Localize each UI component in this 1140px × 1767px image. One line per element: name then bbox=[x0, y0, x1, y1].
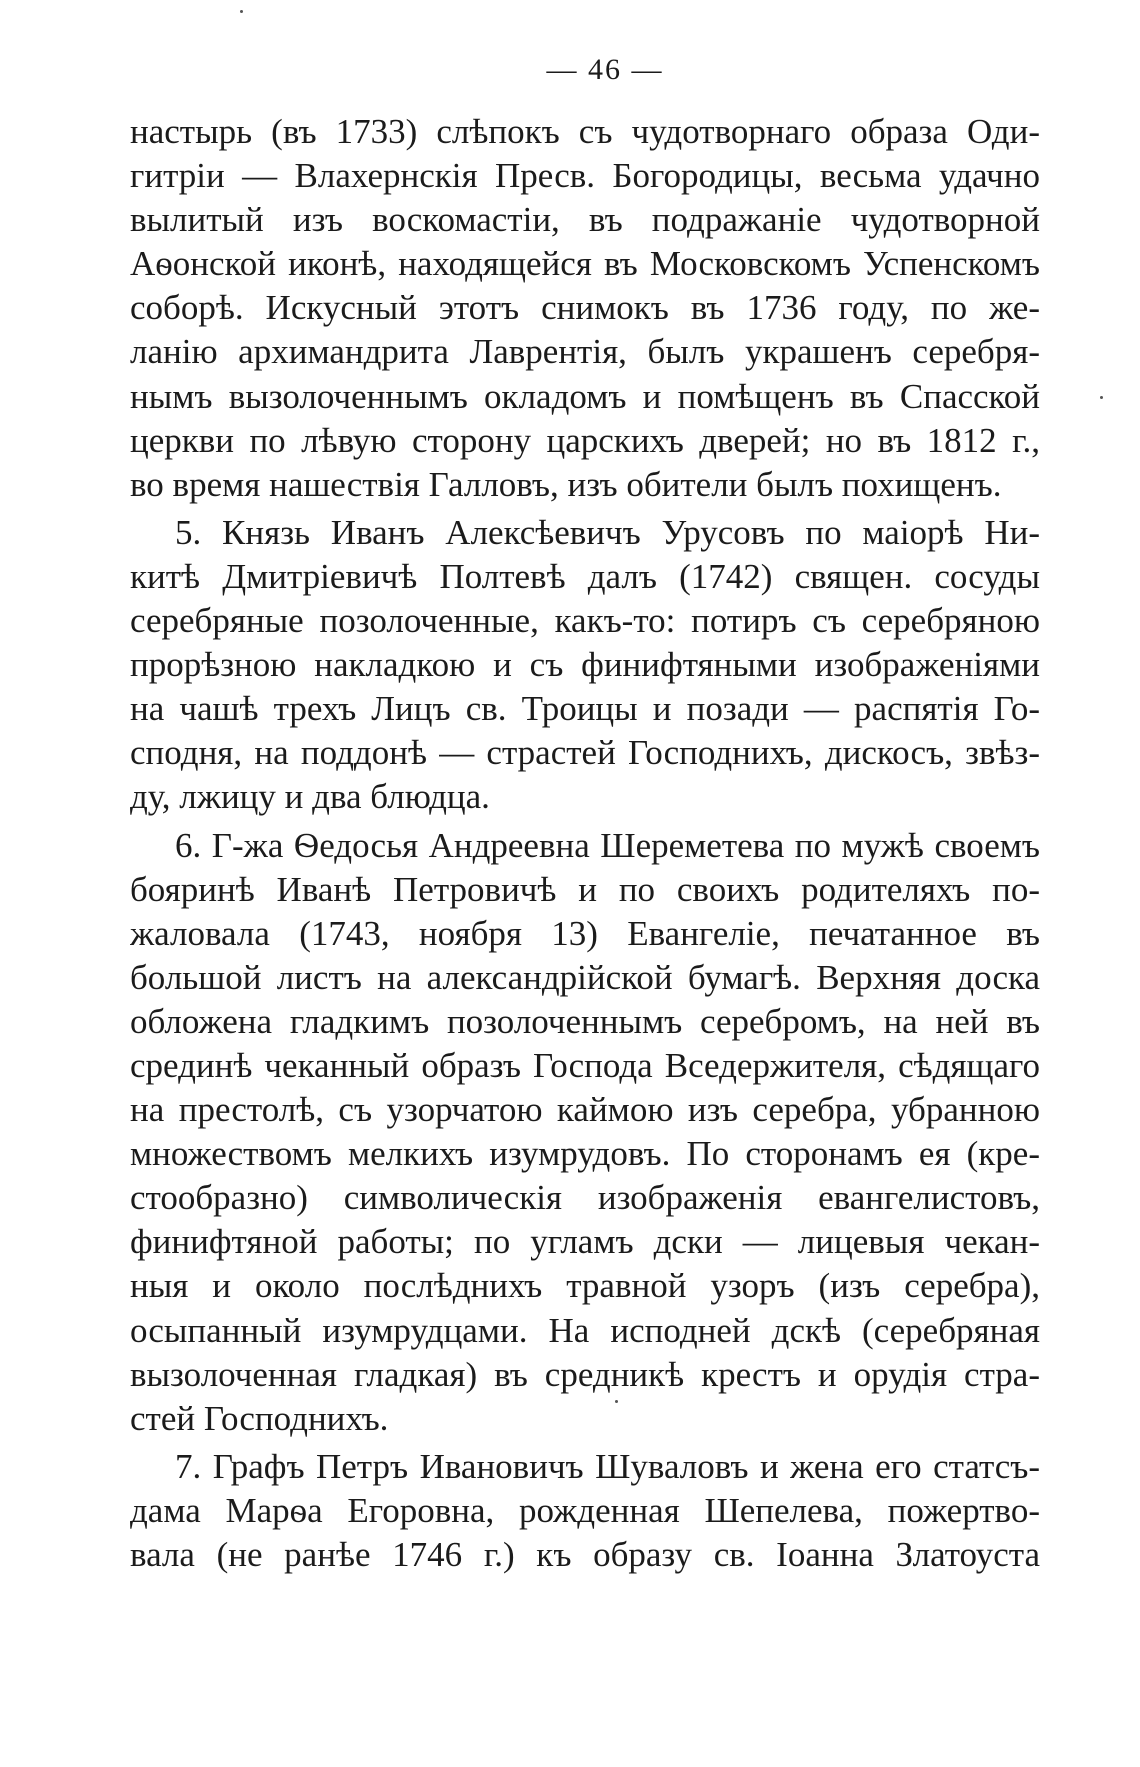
text-line: вызолоченная гладкая) въ средникѣ крестъ и орудія стра- bbox=[130, 1354, 1040, 1394]
text-line: осыпанный изумрудцами. На исподней дскѣ (серебряная bbox=[130, 1310, 1040, 1350]
text-line: 5. Князь Иванъ Алексѣевичъ Урусовъ по маіорѣ Ни- bbox=[175, 512, 1040, 552]
text-line: сподня, на поддонѣ — страстей Господнихъ, дискосъ, звѣз- bbox=[130, 733, 1040, 773]
print-speck bbox=[615, 1400, 618, 1403]
text-line: серебряные позолоченные, какъ-то: потиръ съ серебряною bbox=[130, 601, 1040, 641]
text-line: дама Марѳа Егоровна, рожденная Шепелева, пожертво- bbox=[130, 1490, 1040, 1530]
text-line: 6. Г-жа Ѳедосья Андреевна Шереметева по мужѣ своемъ bbox=[175, 825, 1040, 865]
print-speck bbox=[1100, 396, 1103, 399]
text-line: вала (не ранѣе 1746 г.) къ образу св. Іоанна Златоуста bbox=[130, 1535, 1040, 1574]
text-line: 7. Графъ Петръ Ивановичъ Шуваловъ и жена его статсъ- bbox=[175, 1446, 1040, 1486]
text-line: на престолѣ, съ узорчатою каймою изъ серебра, убранною bbox=[130, 1090, 1040, 1130]
text-line: финифтяной работы; по угламъ дски — лицевыя чекан- bbox=[130, 1222, 1040, 1262]
print-speck bbox=[240, 10, 243, 13]
text-line: китѣ Дмитріевичѣ Полтевѣ далъ (1742) священ. сосуды bbox=[130, 556, 1040, 596]
book-page bbox=[130, 48, 1040, 1581]
paragraph-item-6 bbox=[130, 824, 1040, 1441]
text-line: жаловала (1743, ноября 13) Евангеліе, печатанное въ bbox=[130, 913, 1040, 953]
text-line: стообразно) символическія изображенія евангелистовъ, bbox=[130, 1178, 1040, 1218]
text-line: бояринѣ Иванѣ Петровичѣ и по своихъ родителяхъ по- bbox=[130, 869, 1040, 909]
text-line: стей Господнихъ. bbox=[130, 1398, 389, 1438]
text-line: ду, лжицу и два блюдца. bbox=[130, 777, 490, 817]
paragraph-item-5 bbox=[130, 511, 1040, 820]
text-line: соборѣ. Искусный этотъ снимокъ въ 1736 году, по же- bbox=[130, 288, 1040, 328]
paragraph-continuation bbox=[130, 110, 1040, 507]
text-line: вылитый изъ воскомастіи, въ подражаніе чудотворной bbox=[130, 200, 1040, 240]
text-line: настырь (въ 1733) слѣпокъ съ чудотворнаго образа Оди- bbox=[130, 112, 1040, 151]
text-line: срединѣ чеканный образъ Господа Вседержителя, сѣдящаго bbox=[130, 1045, 1040, 1085]
text-line: множествомъ мелкихъ изумрудовъ. По сторонамъ ея (кре- bbox=[130, 1134, 1040, 1174]
text-line: гитріи — Влахернскія Пресв. Богородицы, весьма удачно bbox=[130, 156, 1040, 196]
text-line: прорѣзною накладкою и съ финифтяными изображеніями bbox=[130, 645, 1040, 685]
text-line: нымъ вызолоченнымъ окладомъ и помѣщенъ въ Спасской bbox=[130, 376, 1040, 416]
text-line: обложена гладкимъ позолоченнымъ серебромъ, на ней въ bbox=[130, 1001, 1040, 1041]
text-line: церкви по лѣвую сторону царскихъ дверей; но въ 1812 г., bbox=[130, 420, 1040, 460]
text-line: ныя и около послѣднихъ травной узоръ (изъ серебра), bbox=[130, 1266, 1040, 1306]
text-line: Аѳонской иконѣ, находящейся въ Московскомъ Успенскомъ bbox=[130, 244, 1040, 284]
text-line: ланію архимандрита Лаврентія, былъ украшенъ серебря- bbox=[130, 332, 1040, 372]
text-line: большой листъ на александрійской бумагѣ. Верхняя доска bbox=[130, 957, 1040, 997]
paragraph-item-7 bbox=[130, 1445, 1040, 1577]
text-line: во время нашествія Галловъ, изъ обители былъ похищенъ. bbox=[130, 464, 1002, 504]
text-line: на чашѣ трехъ Лицъ св. Троицы и позади — распятія Го- bbox=[130, 689, 1040, 729]
page-number: — 46 — bbox=[546, 53, 664, 86]
